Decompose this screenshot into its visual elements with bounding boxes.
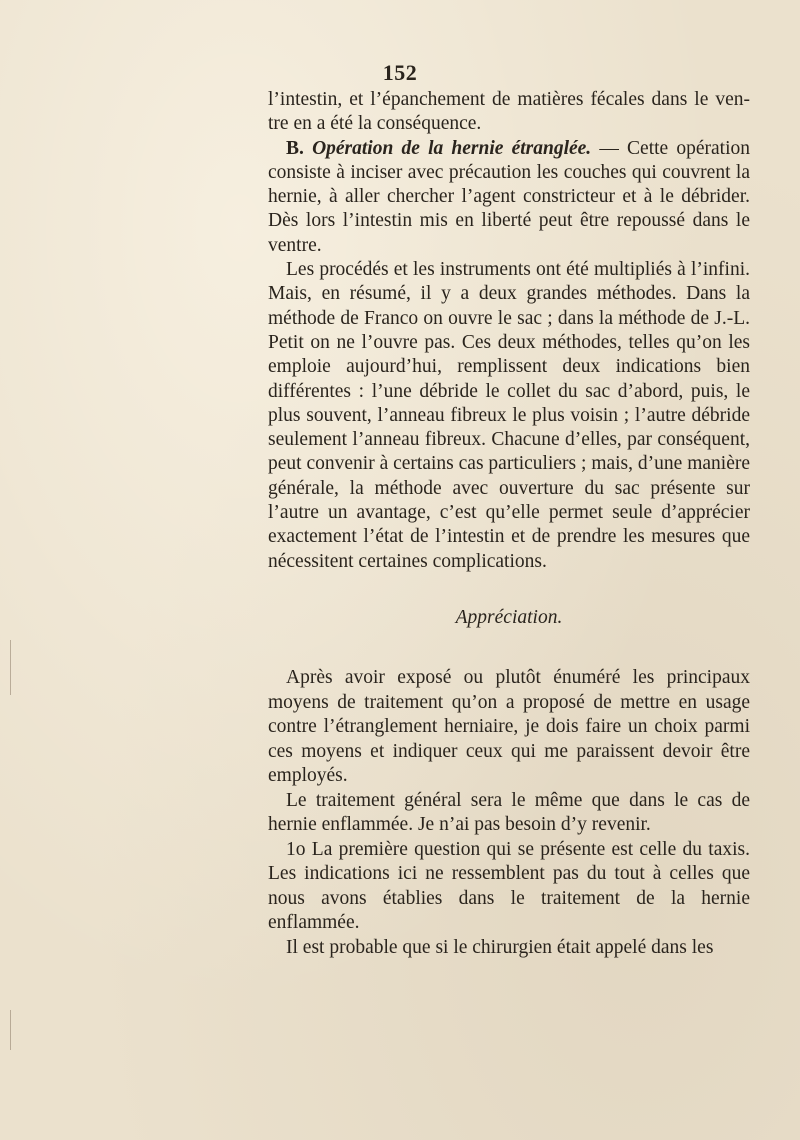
section-heading: Appréciation. bbox=[455, 607, 563, 628]
paragraph: Les procédés et les instruments ont été multipliés à l’infini. Mais, en résumé, il y a deux grandes méthodes. Dans la méthode de Franco on ouvre le sac ; dans la méthode de J.-L. Petit on ne l’ouvre pas. Ces deux méthodes, telles qu’on les emploie aujourd’hui, remplissent deux indications bien différentes : l’une débride le collet du sac d’abord, puis, le plus souvent, l’anneau fibreux le plus voisin ; l’autre débride seulement l’anneau fibreux. Chacune d’elles, par conséquent, peut convenir à certains cas particuliers ; mais, d’une manière générale, la méthode avec ouverture du sac présente sur l’autre un avantage, c’est qu’elle permet seule d’apprécier exactement l’état de l’intestin et de prendre les mesures que nécessitent certaines complications. bbox=[268, 259, 750, 572]
page-number: 152 bbox=[382, 60, 418, 85]
paragraph: Le traitement général sera le même que dans le cas de hernie enflammée. Je n’ai pas besoin d’y revenir. bbox=[268, 789, 750, 835]
body-text-top bbox=[268, 88, 750, 574]
section-label: B. bbox=[286, 137, 304, 159]
binding-edge-mark bbox=[10, 1010, 11, 1050]
paragraph: Il est probable que si le chirurgien était appelé dans les bbox=[286, 936, 714, 958]
paragraph-text: — Cette opération consiste à inciser avec précaution les couches qui couvrent la hernie, à aller chercher l’agent constricteur et à le débrider. Dès lors l’intestin mis en liberté peut être repoussé dans le ventre. bbox=[268, 137, 750, 256]
paragraph: l’intestin, et l’épanchement de matières fécales dans le ven-tre en a été la conséquence. bbox=[268, 89, 750, 135]
binding-edge-mark bbox=[10, 640, 11, 695]
body-text-bottom bbox=[268, 666, 750, 960]
section-title: Opération de la hernie étranglée. bbox=[312, 137, 592, 159]
paragraph: Après avoir exposé ou plutôt énuméré les principaux moyens de traitement qu’on a proposé de mettre en usage contre l’étranglement herniaire, je dois faire un choix parmi ces moyens et indiquer ceux qui me paraissent devoir être employés. bbox=[268, 667, 750, 786]
paragraph: 1o La première question qui se présente est celle du taxis. Les indications ici ne ressemblent pas du tout à celles que nous avons établies dans le traitement de la hernie enflammée. bbox=[268, 838, 750, 933]
paragraph bbox=[268, 137, 750, 258]
